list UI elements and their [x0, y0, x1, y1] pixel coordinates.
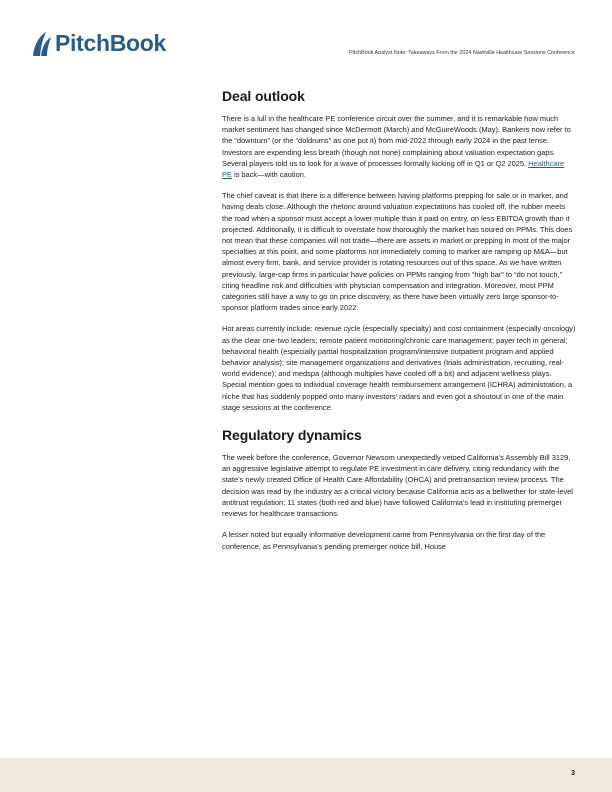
main-content	[222, 88, 576, 562]
paragraph	[222, 113, 576, 180]
healthcare-pe-link[interactable]: Healthcare PE	[222, 158, 565, 180]
paragraph: A lesser noted but equally informative development came from Pennsylvania on the first day of the conference, as Pennsylvania’s pending premerger notice bill, House	[222, 530, 546, 551]
running-header-title: PitchBook Analyst Note: Takeaways From the 2024 Nashville Healthcare Sessions Conference	[349, 50, 575, 56]
paragraph-text: There is a lull in the healthcare PE conference circuit over the summer, and it is remarkable how much market sentiment has changed since McDermott (March) and McGuireWoods (May). Bankers now refer to the “downturn” (or the “doldrums” as one put it) from mid-2022 through early 2024 in the past tense. Investors are expending less breath (though not none) complaining about valuation expectation gaps. Several players told us to look for a wave of processes formally kicking off in Q1 or Q2 2025.	[222, 114, 571, 168]
page-number: 3	[571, 770, 575, 777]
paragraph: The week before the conference, Governor Newsom unexpectedly vetoed California’s Assembly Bill 3129, an aggressive legislative attempt to regulate PE investment in care delivery, citing redundancy with the state’s newly created Office of Health Care Affordability (OHCA) and pretransaction review process. The decision was read by the industry as a critical victory because California acts as a bellwether for state-level antitrust regulation; 11 states (both red and blue) have followed California’s lead in instituting premerger reviews for healthcare transactions.	[222, 453, 573, 519]
section-heading-regulatory-dynamics: Regulatory dynamics	[222, 427, 362, 444]
section-heading-deal-outlook: Deal outlook	[222, 88, 305, 104]
page-footer	[0, 758, 612, 792]
pitchbook-logo	[30, 30, 166, 57]
paragraph-text: is back—with caution.	[231, 170, 306, 180]
paragraph: Hot areas currently include: revenue cycle (especially specialty) and cost containment (especially oncology) as the clear one-two leaders; remote patient monitoring/chronic care management; payer tech in general; behavioral health (especially partial hospitalization program/intensive outpatient program and applied behavior analysis); site management organizations and derivatives (trials administration, recruiting, real-world evidence); and medspa (although multiples have cooled off a bit) and adjacent wellness plays. Special mention goes to individual coverage health reimbursement arrangement (ICHRA) administration, a niche that has suddenly popped onto many investors’ radars and even got a shoutout in one of the main stage sessions at the conference.	[222, 324, 576, 412]
brand-name: PitchBook	[55, 30, 167, 56]
pitchbook-leaf-icon	[30, 31, 52, 57]
paragraph: The chief caveat is that there is a difference between having platforms prepping for sale or in market, and having deals close. Although the rhetoric around valuation expectations has cooled off, the rubber meets the road when a sponsor must accept a lower multiple than it paid on entry, on less EBITDA growth than it projected. Additionally, it is difficult to overstate how thoroughly the market has soured on PPMs. This does not mean that these companies will not trade—there are assets in market or prepping in most of the major specialties at this point, and some platforms not immediately coming to market are ramping up M&A—but almost every firm, bank, and service provider is rotating resources out of this space. As we have written previously, large-cap firms in particular have policies on PPMs ranging from “high bar” to “do not touch,” citing headline risk and difficulties with physician compensation and integration. Moreover, most PPM categories still have a way to go on price discovery, as there have been virtually zero large sponsor-to-sponsor platform trades since early 2022.	[222, 191, 573, 313]
